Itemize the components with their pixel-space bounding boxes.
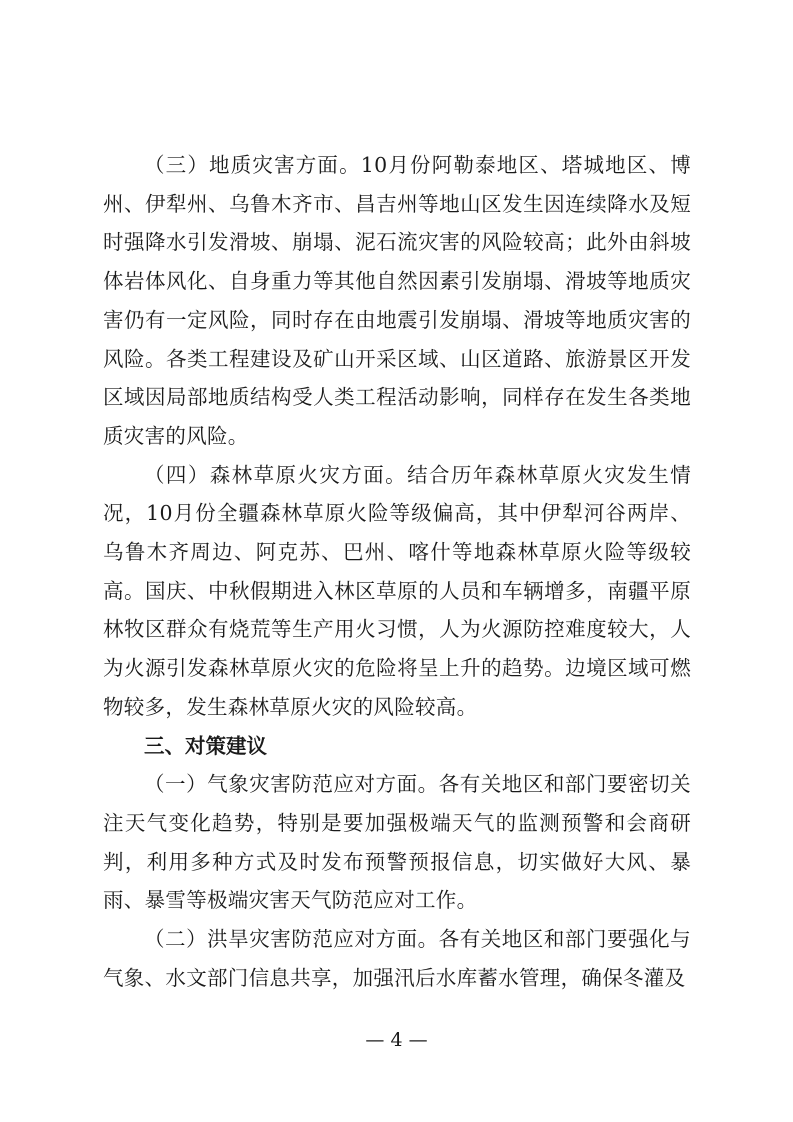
document-body [103,146,691,997]
paragraph-geological-hazards: （三）地质灾害方面。10月份阿勒泰地区、塔城地区、博州、伊犁州、乌鲁木齐市、昌吉州等地山区发生因连续降水及短时强降水引发滑坡、崩塌、泥石流灾害的风险较高；此外由斜坡体岩体风化、自身重力等其他自然因素引发崩塌、滑坡等地质灾害仍有一定风险，同时存在由地震引发崩塌、滑坡等地质灾害的风险。各类工程建设及矿山开采区域、山区道路、旅游景区开发区域因局部地质结构受人类工程活动影响，同样存在发生各类地质灾害的风险。 [103,153,691,448]
paragraph-forest-grassland-fire: （四）森林草原火灾方面。结合历年森林草原火灾发生情况，10月份全疆森林草原火险等级偏高，其中伊犁河谷两岸、乌鲁木齐周边、阿克苏、巴州、喀什等地森林草原火险等级较高。国庆、中秋假期进入林区草原的人员和车辆增多，南疆平原林牧区群众有烧荒等生产用火习惯，人为火源防控难度较大，人为火源引发森林草原火灾的危险将呈上升的趋势。边境区域可燃物较多，发生森林草原火灾的风险较高。 [103,462,691,719]
section-heading-countermeasures: 三、对策建议 [144,733,267,758]
paragraph-flood-drought-response: （二）洪旱灾害防范应对方面。各有关地区和部门要强化与气象、水文部门信息共享，加强汛后水库蓄水管理，确保冬灌及 [103,927,691,990]
page-number: — 4 — [365,1029,428,1051]
paragraph-meteorological-disaster-response: （一）气象灾害防范应对方面。各有关地区和部门要密切关注天气变化趋势，特别是要加强极端天气的监测预警和会商研判，利用多种方式及时发布预警预报信息，切实做好大风、暴雨、暴雪等极端灾害天气防范应对工作。 [103,772,691,913]
